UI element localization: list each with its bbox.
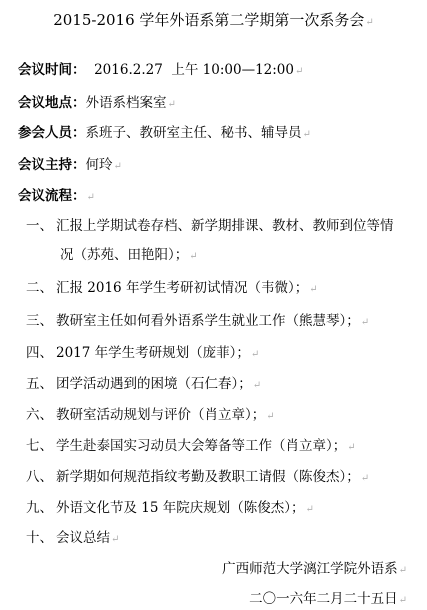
paragraph-mark-icon: ↵ [294,66,304,77]
document-title [0,9,427,30]
agenda-item-number: 十、 [26,530,53,546]
agenda-item-number: 六、 [26,407,53,423]
agenda-item-number: 九、 [26,500,53,516]
agenda-item-text: 学生赴泰国实习动员大会筹备等工作（肖立章）； [56,438,347,454]
paragraph-mark-icon: ↵ [398,595,407,606]
paragraph-mark-icon: ↵ [360,473,370,484]
agenda-item [26,496,314,516]
signature-organization [222,557,407,577]
agenda-item-text: 团学活动遇到的困境（石仁春）； [56,376,252,392]
field-label: 参会人员： [18,125,86,141]
meeting-place-line [18,91,176,111]
paragraph-mark-icon: ↵ [360,317,370,328]
agenda-item-text: 况（苏苑、田艳阳）； [60,247,189,263]
signature-date-text: 二〇一六年二月二十五日 [249,591,398,607]
agenda-item-text: 会议总结 [56,530,110,546]
agenda-item [26,309,369,329]
field-label: 会议地点： [18,95,86,111]
agenda-item-number: 七、 [26,438,53,454]
paragraph-mark-icon: ↵ [250,349,260,360]
signature-org-text: 广西师范大学漓江学院外语系 [222,561,398,577]
host-line [18,153,122,173]
paragraph-mark-icon: ↵ [86,192,95,203]
paragraph-mark-icon: ↵ [266,411,275,422]
title-text: 2015-2016 学年外语系第二学期第一次系务会 [53,11,365,29]
signature-date [249,587,407,607]
agenda-item-number: 五、 [26,376,53,392]
paragraph-mark-icon: ↵ [398,565,407,576]
field-value: 外语系档案室 [85,95,167,111]
agenda-item-text: 教研室活动规划与评价（肖立章）； [56,407,266,423]
agenda-item-text: 教研室主任如何看外语系学生就业工作（熊慧琴）； [56,313,360,329]
agenda-item-number: 四、 [26,345,53,361]
paragraph-mark-icon: ↵ [309,284,318,295]
agenda-item [26,341,259,361]
paragraph-mark-icon: ↵ [111,534,120,545]
field-label: 会议流程： [18,188,86,204]
agenda-item-number: 二、 [26,280,53,296]
paragraph-mark-icon: ↵ [252,380,262,391]
paragraph-mark-icon: ↵ [365,17,374,28]
paragraph-mark-icon: ↵ [167,99,176,110]
agenda-item [26,372,261,392]
agenda-item-text: 新学期如何规范指纹考勤及教职工请假（陈俊杰）； [56,469,360,485]
field-value: 何玲 [85,157,113,173]
attendees-line [18,121,311,141]
agenda-item-continuation [60,243,198,263]
agenda-item [26,465,369,485]
agenda-item-number: 八、 [26,469,53,485]
field-label: 会议时间： [18,62,86,78]
agenda-item [26,214,394,234]
meeting-time-line [18,58,303,78]
agenda-item [26,434,356,454]
field-label: 会议主持： [18,157,86,173]
agenda-item-text: 汇报上学期试卷存档、新学期排课、教材、教师到位等情 [56,218,394,234]
field-value: 2016.2.27 上午 10:00—12:00 [85,62,294,78]
paragraph-mark-icon: ↵ [347,442,356,453]
agenda-item [26,403,275,423]
agenda-item-text: 汇报 2016 年学生考研初试情况（韦微）； [56,280,309,296]
paragraph-mark-icon: ↵ [305,504,314,515]
field-value: 系班子、教研室主任、秘书、辅导员 [85,125,302,141]
agenda-heading-line [18,184,95,204]
paragraph-mark-icon: ↵ [113,161,122,172]
agenda-item [26,276,318,296]
agenda-item [26,526,119,546]
agenda-item-number: 一、 [26,218,53,234]
agenda-item-text: 2017 年学生考研规划（庞菲）； [56,345,250,361]
agenda-item-text: 外语文化节及 15 年院庆规划（陈俊杰）； [56,500,305,516]
paragraph-mark-icon: ↵ [189,251,198,262]
paragraph-mark-icon: ↵ [302,129,311,140]
agenda-item-number: 三、 [26,313,53,329]
